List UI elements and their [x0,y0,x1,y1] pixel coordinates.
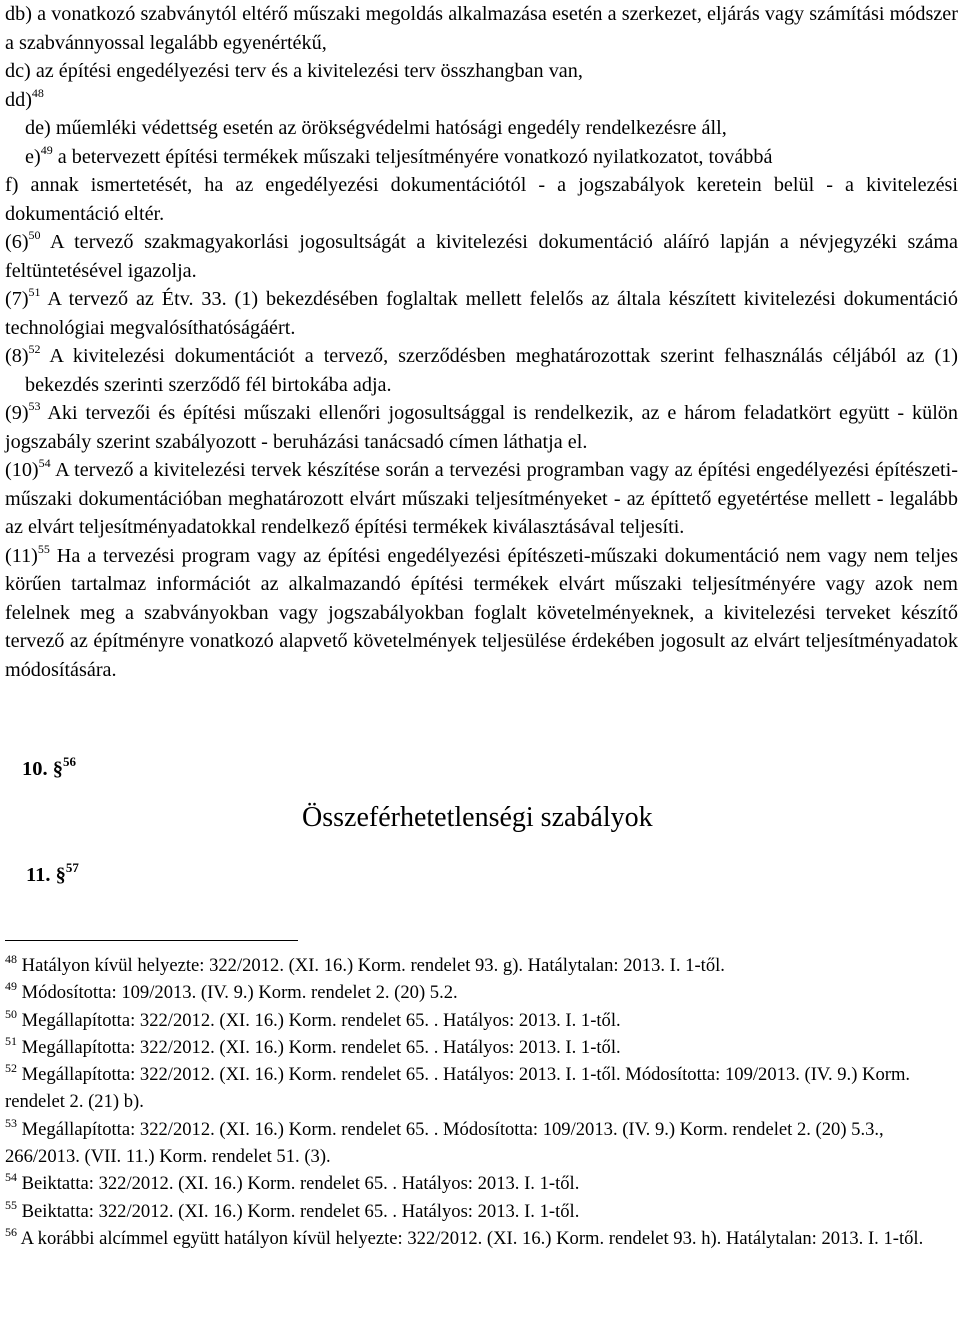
footnote-ref[interactable]: 48 [31,85,44,100]
footnote-number: 56 [5,1224,17,1239]
footnote-number: 51 [5,1033,17,1048]
footnote-ref[interactable]: 53 [28,399,41,413]
article-10-heading [22,754,76,781]
paragraph-10 [5,456,958,542]
section-title: Összeférhetetlenségi szabályok [302,802,653,833]
footnote-item [5,1116,955,1171]
item-dc: dc) az építési engedélyezési terv és a kivitelezési terv összhangban van, [5,60,583,82]
footnote-number: 54 [5,1170,17,1185]
paragraph-label: (7) [5,288,29,310]
item-label: dd) [5,88,32,111]
footnote-number: 49 [5,979,17,994]
footnote-item [5,1034,955,1061]
footnote-number: 52 [5,1061,17,1076]
footnote-number: 55 [5,1197,17,1212]
item-db: db) a vonatkozó szabványtól eltérő műszaki megoldás alkalmazása esetén a szerkezet, eljárás vagy számítási módszer a szabvánnyossal legalább egyenértékű, [5,3,958,54]
footnote-item [5,1170,955,1197]
item-text: a betervezett építési termékek műszaki teljesítményére vonatkozó nyilatkozatot, továbbá [52,145,773,168]
paragraph-label: (8) [5,345,29,367]
article-number: 10. [22,758,53,780]
footnote-ref[interactable]: 51 [28,285,41,299]
footnote-separator [5,940,298,941]
paragraph-8 [5,342,958,399]
item-dd [5,86,958,115]
footnote-text: Megállapította: 322/2012. (XI. 16.) Korm. rendelet 65. . Hatályos: 2013. I. 1-től. Módosította: 109/2013. (IV. 9.) Korm. rendelet 2. (21) b). [5,1064,911,1113]
footnotes [5,952,955,1252]
paragraph-6 [5,228,958,285]
footnote-text: Megállapította: 322/2012. (XI. 16.) Korm. rendelet 65. . Hatályos: 2013. I. 1-től. [17,1036,621,1058]
document-body [5,0,958,684]
paragraph-label: (6) [5,231,29,253]
paragraph-label: (10) [5,459,39,481]
footnote-text: A korábbi alcímmel együtt hatályon kívül helyezte: 322/2012. (XI. 16.) Korm. rendelet 93. h). Hatálytalan: 2013. I. 1-től. [17,1227,924,1249]
footnote-number: 50 [5,1006,17,1021]
paragraph-text: A kivitelezési dokumentációt a tervező, szerződésben meghatározottak szerint felhasználás céljából az (1) bekezdés szerinti szerződő fél birtokába adja. [25,345,958,396]
footnote-ref[interactable]: 56 [63,754,76,769]
item-f: f) annak ismertetését, ha az engedélyezési dokumentációtól - a jogszabályok keretein belül - a kivitelezési dokumentáció eltér. [5,174,958,225]
footnote-ref[interactable]: 50 [28,228,41,242]
footnote-ref[interactable]: 52 [28,342,41,356]
article-11-heading [26,860,79,887]
item-e [5,143,958,172]
footnote-text: Megállapította: 322/2012. (XI. 16.) Korm. rendelet 65. . Hatályos: 2013. I. 1-től. [17,1009,621,1031]
footnote-ref[interactable]: 57 [65,860,79,875]
footnote-item [5,1225,955,1252]
footnote-item [5,979,955,1006]
footnote-number: 53 [5,1115,17,1130]
section-sign-icon: § [55,864,66,886]
item-label: e) [25,145,41,168]
footnote-item [5,1007,955,1034]
footnote-text: Hatályon kívül helyezte: 322/2012. (XI. 16.) Korm. rendelet 93. g). Hatálytalan: 2013. I. 1-től. [17,955,725,976]
paragraph-text: A tervező az Étv. 33. (1) bekezdésében foglaltak mellett felelős az általa készített kivitelezési dokumentáció technológiai megvalósíthatóságáért. [5,288,958,339]
footnote-ref[interactable]: 55 [37,541,50,556]
footnote-ref[interactable]: 54 [38,456,51,470]
footnote-ref[interactable]: 49 [40,142,53,157]
paragraph-text: A tervező a kivitelezési tervek készítése során a tervezési programban vagy az építési engedélyezési építészeti-műszaki dokumentációban meghatározott elvárt műszaki teljesítményeket - az építtető egyetértése mellett - legalább az elvárt teljesítményadatokkal rendelkező építési termékek kiválasztásával teljesíti. [5,459,958,538]
item-de: de) műemléki védettség esetén az örökségvédelmi hatósági engedély rendelkezésre áll, [25,117,727,139]
footnote-item [5,952,955,979]
footnote-item [5,1061,955,1116]
footnote-text: Beiktatta: 322/2012. (XI. 16.) Korm. rendelet 65. . Hatályos: 2013. I. 1-től. [17,1200,580,1222]
paragraph-7 [5,285,958,342]
footnote-text: Megállapította: 322/2012. (XI. 16.) Korm. rendelet 65. . Módosította: 109/2013. (IV. 9.) Korm. rendelet 2. (20) 5.3., 266/2013. (VII. 11.) Korm. rendelet 51. (3). [5,1118,884,1168]
paragraph-text: Ha a tervezési program vagy az építési engedélyezési építészeti-műszaki dokumentáció nem vagy nem teljes körűen tartalmaz információt az alkalmazandó építési termékek elvárt műszaki teljesítményére vagy azok nem felelnek meg a szabványokban vagy jogszabályokban foglalt követelményeknek, a kivitelezési terveket készítő tervező az építményre vonatkozó alapvető követelmények teljesülése érdekében jogosult az elvárt teljesítményadatok módosítására. [5,544,958,681]
paragraph-11 [5,542,958,685]
paragraph-label: (9) [5,402,29,424]
footnote-text: Beiktatta: 322/2012. (XI. 16.) Korm. rendelet 65. . Hatályos: 2013. I. 1-től. [17,1173,580,1195]
section-sign-icon: § [52,758,63,780]
footnote-item [5,1198,955,1225]
footnote-number: 48 [5,952,17,966]
footnote-text: Módosította: 109/2013. (IV. 9.) Korm. rendelet 2. (20) 5.2. [17,982,458,1004]
paragraph-9 [5,399,958,456]
paragraph-text: Aki tervezői és építési műszaki ellenőri jogosultsággal is rendelkezik, az e három feladatkört együtt - külön jogszabály szerint szabályozott - beruházási tanácsadó címen láthatja el. [5,402,958,453]
paragraph-label: (11) [5,544,38,567]
paragraph-text: A tervező szakmagyakorlási jogosultságát a kivitelezési dokumentáció aláíró lapján a névjegyzéki száma feltüntetésével igazolja. [5,231,958,282]
article-number: 11. [26,864,56,886]
